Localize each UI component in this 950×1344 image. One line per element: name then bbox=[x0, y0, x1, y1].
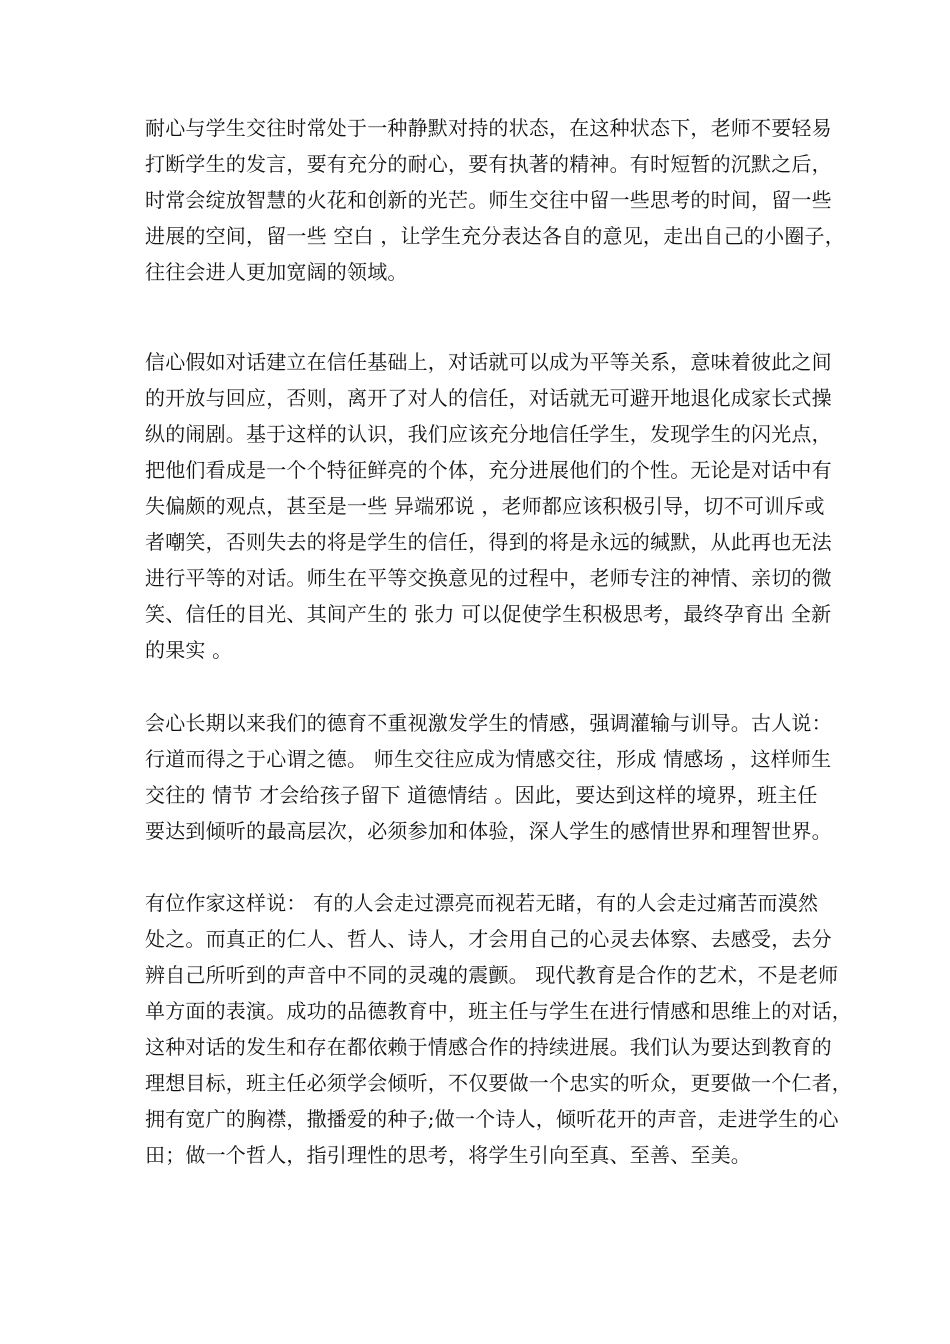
text-line: 的果实 。 bbox=[145, 638, 233, 662]
text-line: 拥有宽广的胸襟，撒播爱的种子;做一个诗人，倾听花开的声音，走进学生的心 bbox=[145, 1107, 839, 1131]
text-line: 辨自己所听到的声音中不同的灵魂的震颤。 现代教育是合作的艺术，不是老师 bbox=[145, 963, 839, 987]
text-line: 纵的闹剧。基于这样的认识，我们应该充分地信任学生，发现学生的闪光点， bbox=[145, 422, 832, 446]
text-line: 理想目标，班主任必须学会倾听，不仅要做一个忠实的听众，更要做一个仁者， bbox=[145, 1071, 852, 1095]
text-line: 耐心与学生交往时常处于一种静默对持的状态，在这种状态下，老师不要轻易 bbox=[145, 116, 832, 140]
text-line: 失偏颇的观点，甚至是一些 异端邪说 ，老师都应该积极引导，切不可训斥或 bbox=[145, 494, 825, 518]
text-line: 的开放与回应，否则，离开了对人的信任，对话就无可避开地退化成家长式操 bbox=[145, 386, 832, 410]
text-line: 会心长期以来我们的德育不重视激发学生的情感，强调灌输与训导。古人说： bbox=[145, 711, 832, 735]
text-line: 交往的 情节 才会给孩子留下 道德情结 。因此，要达到这样的境界，班主任 bbox=[145, 783, 818, 807]
text-line: 把他们看成是一个个特征鲜亮的个体，充分进展他们的个性。无论是对话中有 bbox=[145, 458, 832, 482]
text-line: 笑、信任的目光、其间产生的 张力 可以促使学生积极思考，最终孕育出 全新 bbox=[145, 602, 832, 626]
text-line: 有位作家这样说： 有的人会走过漂亮而视若无睹，有的人会走过痛苦而漠然 bbox=[145, 891, 819, 915]
text-line: 者嘲笑，否则失去的将是学生的信任，得到的将是永远的缄默，从此再也无法 bbox=[145, 530, 832, 554]
text-line: 要达到倾听的最高层次，必须参加和体验，深人学生的感情世界和理智世界。 bbox=[145, 819, 832, 843]
paragraph-writer-quote bbox=[145, 885, 852, 1173]
text-line: 这种对话的发生和存在都依赖于情感合作的持续进展。我们认为要达到教育的 bbox=[145, 1035, 832, 1059]
text-line: 单方面的表演。成功的品德教育中，班主任与学生在进行情感和思维上的对话， bbox=[145, 999, 852, 1023]
text-line: 田；做一个哲人，指引理性的思考，将学生引向至真、至善、至美。 bbox=[145, 1143, 751, 1167]
text-line: 往往会进人更加宽阔的领域。 bbox=[145, 260, 408, 284]
paragraph-patience bbox=[145, 110, 845, 290]
paragraph-trust bbox=[145, 344, 832, 668]
text-line: 进展的空间，留一些 空白 ，让学生充分表达各自的意见，走出自己的小圈子， bbox=[145, 224, 845, 248]
text-line: 处之。而真正的仁人、哲人、诗人，才会用自己的心灵去体察、去感受，去分 bbox=[145, 927, 832, 951]
text-line: 时常会绽放智慧的火花和创新的光芒。师生交往中留一些思考的时间，留一些 bbox=[145, 188, 832, 212]
text-line: 进行平等的对话。师生在平等交换意见的过程中，老师专注的神情、亲切的微 bbox=[145, 566, 832, 590]
text-line: 信心假如对话建立在信任基础上，对话就可以成为平等关系，意味着彼此之间 bbox=[145, 350, 832, 374]
paragraph-empathy bbox=[145, 705, 832, 849]
text-line: 打断学生的发言，要有充分的耐心，要有执著的精神。有时短暂的沉默之后， bbox=[145, 152, 832, 176]
text-line: 行道而得之于心谓之德。 师生交往应成为情感交往，形成 情感场 ，这样师生 bbox=[145, 747, 832, 771]
